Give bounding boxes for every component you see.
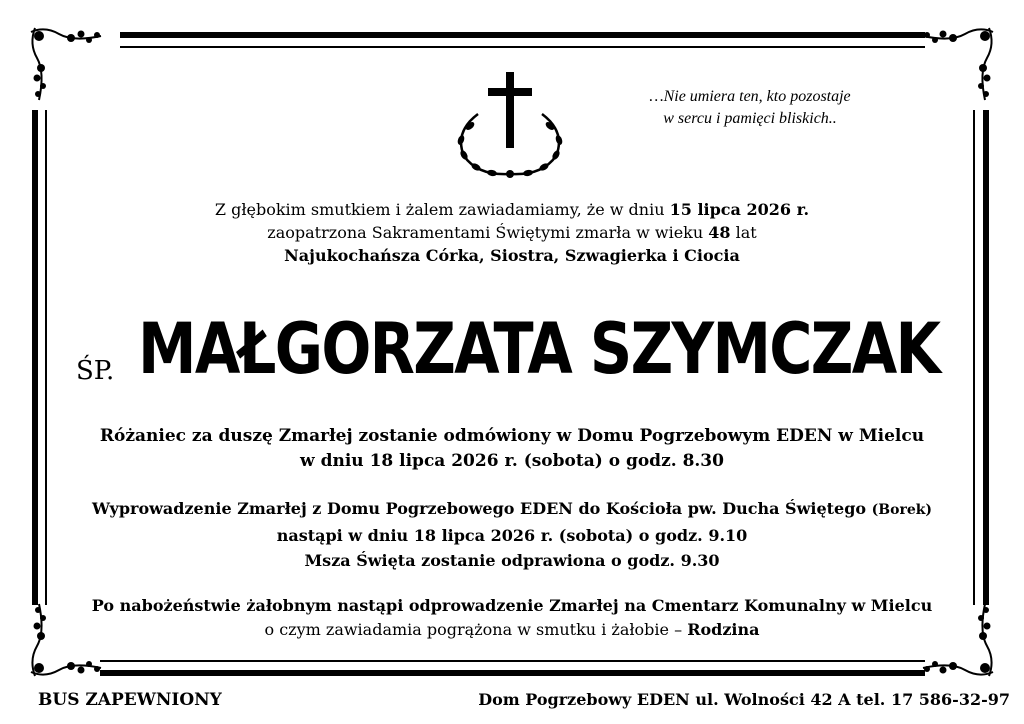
burial-info [0,594,1024,642]
age-suffix: lat [730,223,757,242]
quote-line-2: w sercu i pamięci bliskich.. [663,110,837,127]
cross-wreath-emblem [448,70,572,182]
frame-bottom-thin [100,660,925,662]
procession-info [0,496,1024,573]
corner-ornament-icon [25,22,105,102]
mass-time: Msza Święta zostanie odprawiona o godz. 9.30 [304,551,720,570]
signature: Rodzina [687,620,760,639]
procession-line-2: nastąpi w dniu 18 lipca 2026 r. (sobota) o godz. 9.10 [276,526,748,545]
intro-age-text: zaopatrzona Sakramentami Świętymi zmarła w wieku [267,223,709,242]
family-relations: Najukochańsza Córka, Siostra, Szwagierka i Ciocia [284,246,740,265]
epitaph-quote [600,86,900,130]
rosary-line-1: Różaniec za duszę Zmarłej zostanie odmówiony w Domu Pogrzebowym EDEN w Mielcu [99,426,925,446]
notice-text: o czym zawiadamia pogrążona w smutku i żałobie – [264,620,688,639]
bus-notice: BUS ZAPEWNIONY [38,690,222,710]
burial-line-2 [0,618,1024,642]
intro-line-1 [0,198,1024,221]
deceased-name: MAŁGORZATA SZYMCZAK [138,308,940,390]
announcement-intro [0,198,1024,267]
age-value: 48 [708,223,731,242]
quote-line-1: …Nie umiera ten, kto pozostaje [649,88,851,105]
intro-line-2 [0,221,1024,244]
name-prefix: ŚP. [76,356,115,386]
intro-text: Z głębokim smutkiem i żalem zawiadamiamy, że w dniu [214,200,670,219]
procession-text: Wyprowadzenie Zmarłej z Domu Pogrzebowego EDEN do Kościoła pw. Ducha Świętego [91,499,867,518]
procession-line-1 [0,496,1024,523]
burial-line-1: Po nabożeństwie żałobnym nastąpi odprowadzenie Zmarłej na Cmentarz Komunalny w Mielcu [91,596,933,615]
district-note: (Borek) [871,502,933,518]
funeral-home-contact: Dom Pogrzebowy EDEN ul. Wolności 42 A tel. 17 586-32-97 [478,690,1010,709]
corner-ornament-icon [919,22,999,102]
cross-icon [488,72,532,148]
deceased-name-row [0,308,1024,398]
death-date: 15 lipca 2026 r. [669,200,810,219]
rosary-info [0,424,1024,474]
rosary-line-2: w dniu 18 lipca 2026 r. (sobota) o godz. 8.30 [300,451,724,471]
frame-bottom-thick [100,670,925,676]
frame-top-thin [120,46,925,48]
frame-top-thick [120,32,925,38]
